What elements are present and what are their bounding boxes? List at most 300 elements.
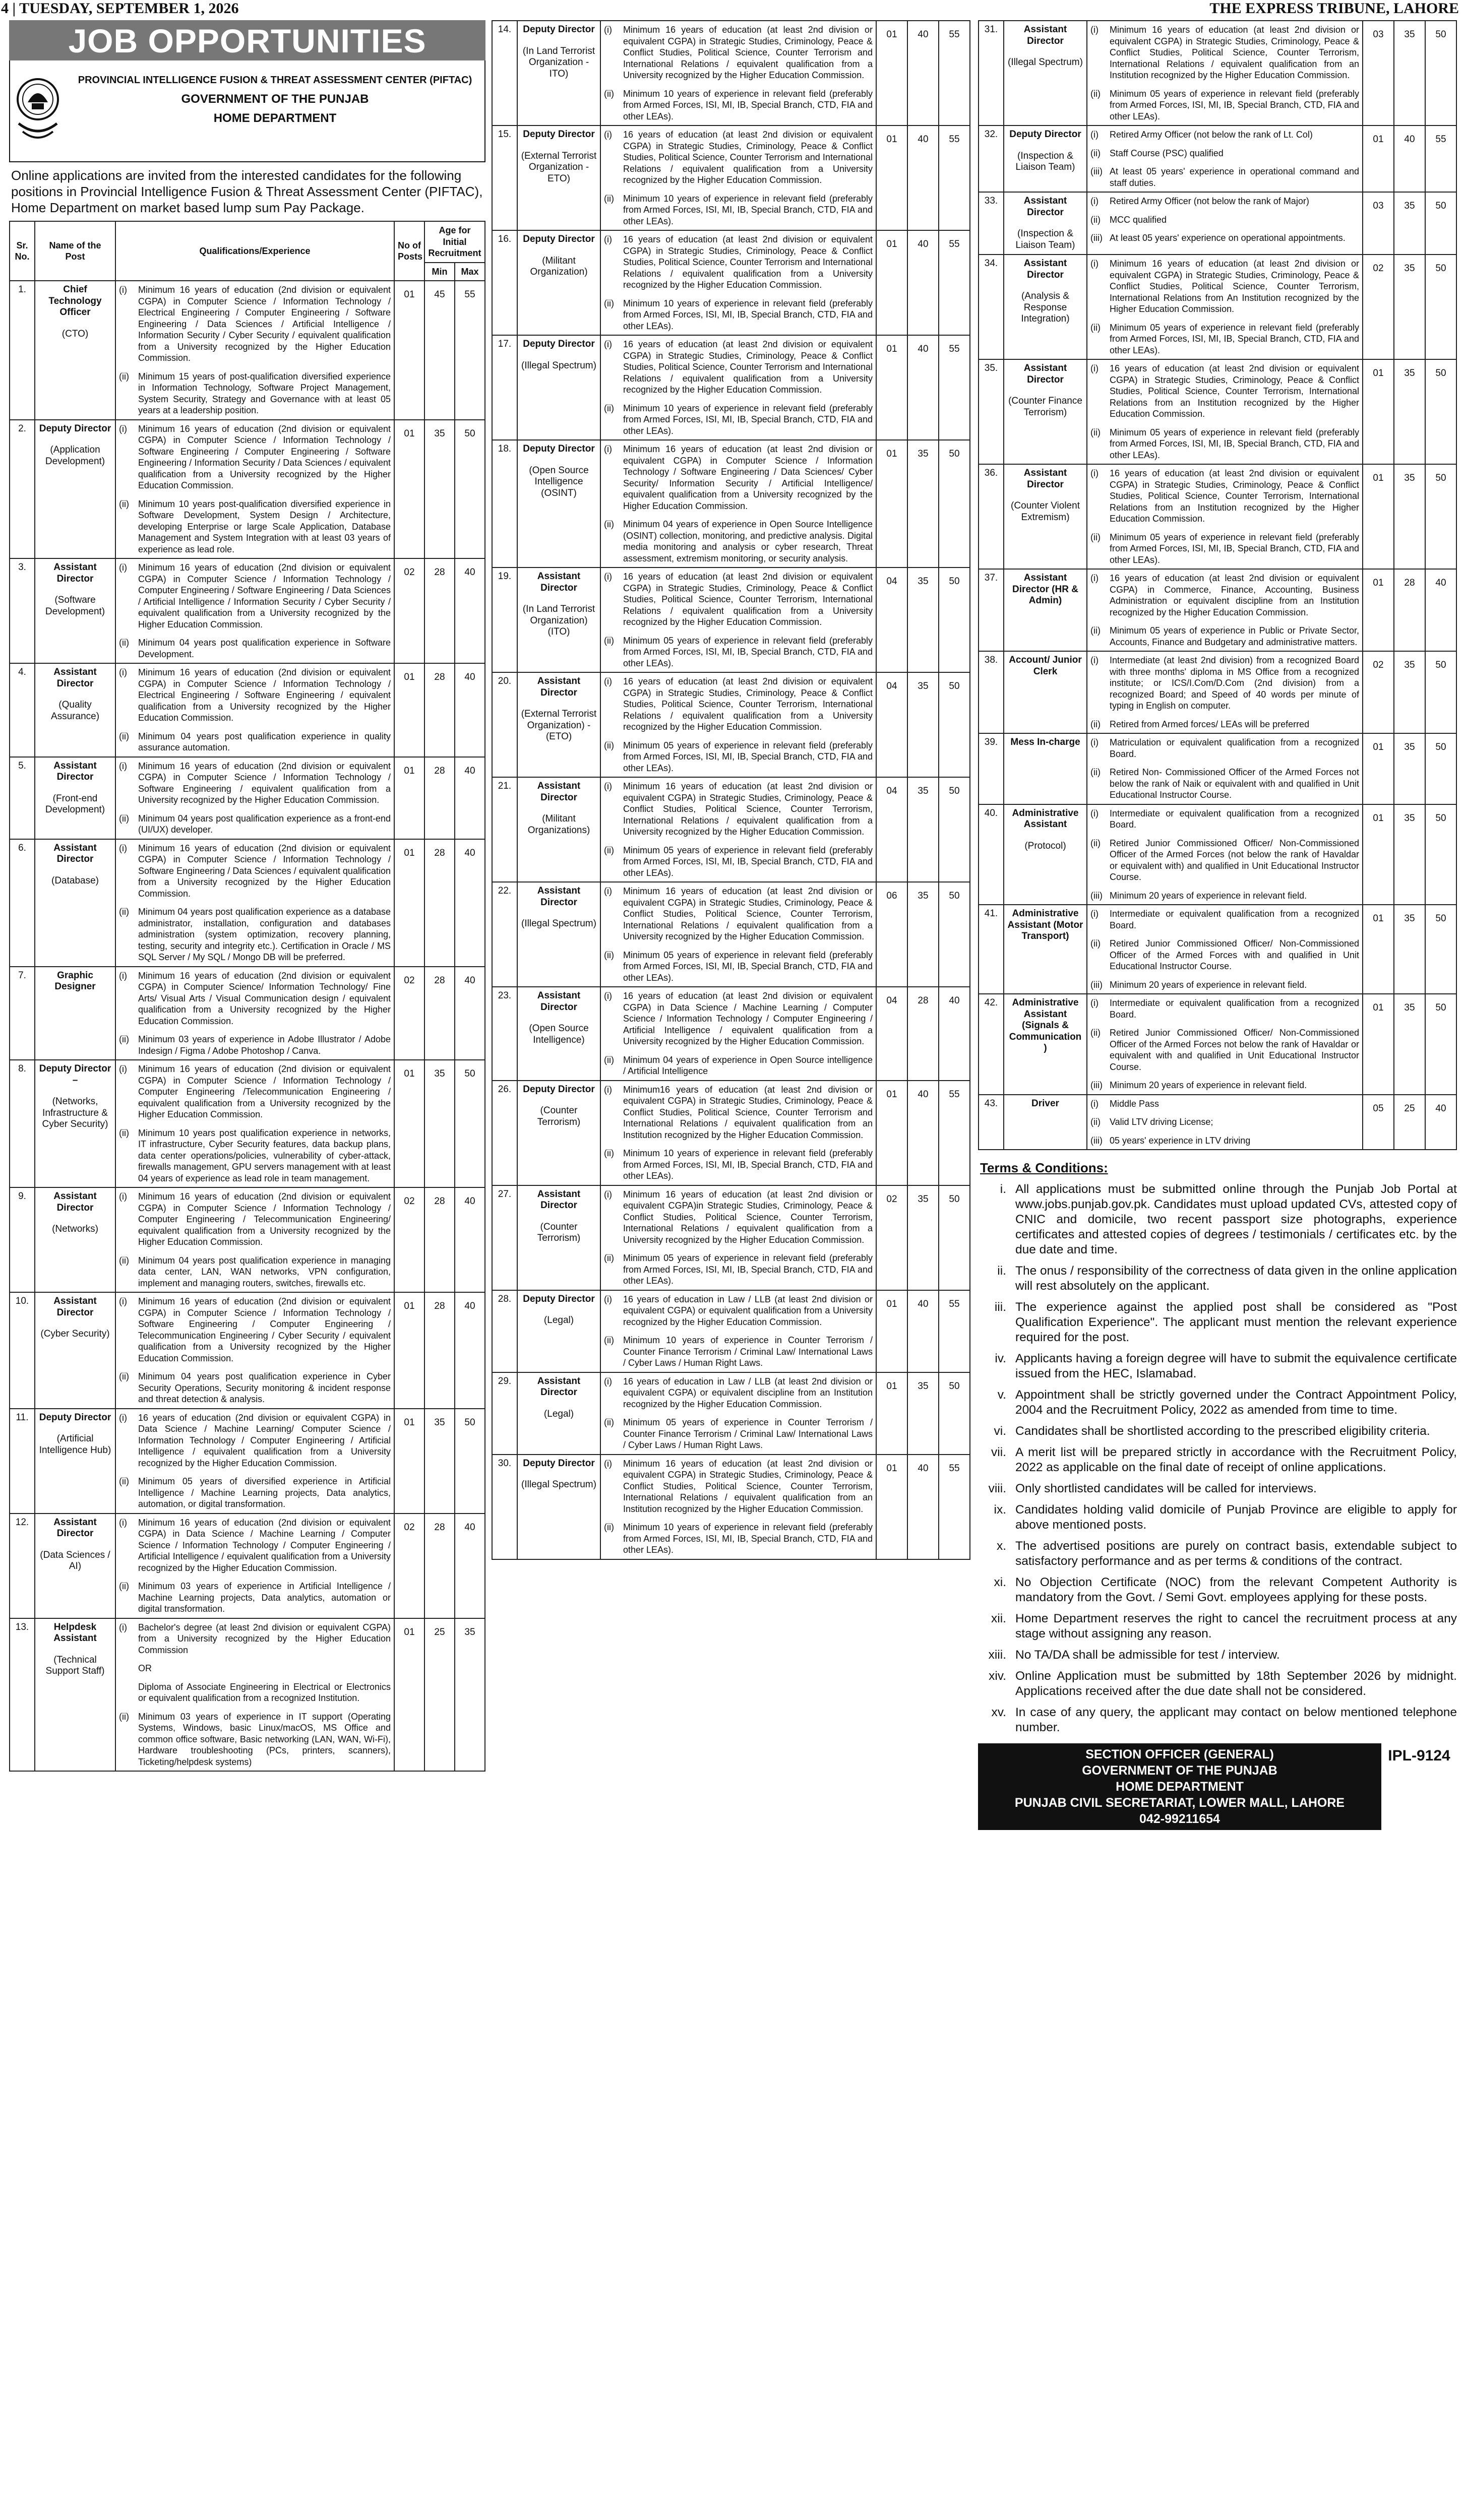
qualification-text: Minimum 16 years of education (2nd division or equivalent CGPA) in Computer Science / Information Technology / Electrical Engineering / Computer Engineering / Software Engineering / Data Sciences / Artificial Intelligence / Information Security / Cyber Security / equivalent qualification from a University recognized by the Higher Education Commission. xyxy=(138,285,391,363)
intro-text: Online applications are invited from the interested candidates for the following positions in Provincial Intelligence Fusion & Threat Assessment Center (PIFTAC), Home Department on market based lump sum Pay Package. xyxy=(11,168,483,215)
job-age-max: 50 xyxy=(939,568,970,672)
qualification-item xyxy=(119,1255,391,1289)
qualification-num: (i) xyxy=(1090,468,1099,478)
job-title: Account/ Junior Clerk xyxy=(1009,655,1082,677)
job-row xyxy=(10,967,485,1060)
job-qualifications xyxy=(1087,192,1363,255)
job-age-max: 50 xyxy=(939,672,970,777)
qualification-text: 16 years of education (at least 2nd division or equivalent CGPA) in Strategic Studies, Criminology, Peace & Conflict Studies, Political Science, Counter Terrorism, International Relations from an Institution recognized by the Higher Education Commission. xyxy=(1110,468,1359,524)
col-post: Name of the Post xyxy=(35,221,115,281)
job-qualifications xyxy=(1087,569,1363,651)
qualification-num: (iii) xyxy=(1090,1135,1103,1146)
job-qualifications xyxy=(1087,464,1363,569)
qualification-num: (ii) xyxy=(1090,88,1101,99)
jobs-table-3 xyxy=(978,20,1457,1150)
job-title: Assistant Director xyxy=(537,676,581,698)
job-subtitle: (Front-end Development) xyxy=(45,793,105,815)
qualification-item xyxy=(1090,1027,1359,1073)
qualification-num: (i) xyxy=(604,1376,612,1387)
job-age-max: 50 xyxy=(455,1409,485,1514)
qualification-num: (i) xyxy=(604,781,612,791)
qualification-num: (iii) xyxy=(1090,890,1103,901)
job-qualifications xyxy=(1087,994,1363,1095)
jobs-table-1 xyxy=(9,221,485,1772)
job-age-min: 35 xyxy=(1394,905,1425,994)
qualification-text: Minimum 10 years of experience in relevant field (preferably from Armed Forces, ISI, MI, IB, Special Branch, CTD, FIA and other LEAs). xyxy=(623,1522,873,1555)
qualification-num xyxy=(119,1663,138,1674)
job-sr: 4. xyxy=(10,663,35,757)
qualification-item xyxy=(604,234,873,291)
job-sr: 2. xyxy=(10,420,35,559)
job-age-max: 40 xyxy=(455,663,485,757)
job-qualifications xyxy=(115,1409,394,1514)
qualification-num: (i) xyxy=(604,339,612,349)
job-qualifications xyxy=(600,1081,876,1185)
term-num: x. xyxy=(996,1539,1006,1553)
qualification-item xyxy=(604,886,873,942)
signature-line: SECTION OFFICER (GENERAL) xyxy=(1085,1747,1274,1761)
term-text: All applications must be submitted online through the Punjab Job Portal at www.jobs.punjab.gov.pk. Candidates must upload updated CVs, attested copy of CNIC and domicile, two recent passport size photographs, experience certificates and attested copies of degrees / testimonials / certificates etc. by the due date and time. xyxy=(1015,1182,1457,1256)
term-item xyxy=(978,1264,1457,1294)
job-posts: 01 xyxy=(394,420,424,559)
qualification-text: 16 years of education (at least 2nd division or equivalent CGPA) in Data Science / Machine Learning / Computer Science / Information Technology / Computer Engineering / Artificial Intelligence / equivalent qualification from a University recognized by the Higher Education Commission. xyxy=(623,991,873,1046)
job-title: Assistant Director xyxy=(53,667,97,689)
qualification-num: (i) xyxy=(119,1296,127,1306)
term-item xyxy=(978,1705,1457,1735)
qualification-text: Minimum 04 years post qualification experience in quality assurance automation. xyxy=(138,731,391,752)
job-qualifications xyxy=(115,558,394,663)
job-qualifications xyxy=(115,663,394,757)
job-subtitle: (Militant Organizations) xyxy=(527,813,590,836)
qualification-item xyxy=(604,1417,873,1451)
job-subtitle: (Militant Organization) xyxy=(530,255,588,277)
qualification-text: At least 05 years' experience in operational command and staff duties. xyxy=(1110,166,1359,188)
job-age-min: 28 xyxy=(424,967,455,1060)
term-text: Online Application must be submitted by 18th September 2026 by midnight. Applications received after the due date shall not be considered. xyxy=(1015,1669,1457,1698)
qualification-item xyxy=(604,635,873,669)
job-subtitle: (Legal) xyxy=(543,1315,574,1326)
qualification-text: Minimum 04 years post qualification experience in Cyber Security Operations, Security monitoring & incident response and threat detection & analysis. xyxy=(138,1371,391,1404)
job-post xyxy=(1004,464,1087,569)
qualification-num: (i) xyxy=(604,1189,612,1200)
job-subtitle: (Illegal Spectrum) xyxy=(1008,57,1083,68)
qualification-num: (i) xyxy=(604,1294,612,1304)
term-item xyxy=(978,1669,1457,1699)
signature-line: 042-99211654 xyxy=(1139,1812,1220,1826)
job-sr: 26. xyxy=(492,1081,517,1185)
job-age-max: 50 xyxy=(1425,994,1456,1095)
term-text: Applicants having a foreign degree will have to submit the equivalence certificate issued from the HEC, Islamabad. xyxy=(1015,1352,1457,1380)
job-row xyxy=(492,882,970,987)
job-title: Deputy Director xyxy=(523,1084,595,1095)
job-sr: 37. xyxy=(979,569,1004,651)
qualification-text: Minimum 15 years of post-qualification diversified experience in Information Technology, Software Project Management, System Security, Strategy and Governance with at least 05 years at a leadership position. xyxy=(138,371,391,415)
qualification-item xyxy=(1090,573,1359,618)
term-text: A merit list will be prepared strictly in accordance with the Recruitment Policy, 2022 as applicable on the final date of receipt of online applications. xyxy=(1015,1445,1457,1474)
job-subtitle: (Cyber Security) xyxy=(40,1329,110,1339)
job-title: Deputy Director xyxy=(1009,129,1081,140)
job-post xyxy=(35,1514,115,1618)
qualification-item xyxy=(119,731,391,753)
qualification-text: Minimum 05 years of experience in relevant field (preferably from Armed Forces, ISI, MI, IB, Special Branch, CTD, FIA and other LEAs). xyxy=(623,845,873,878)
job-row xyxy=(492,672,970,777)
job-sr: 5. xyxy=(10,757,35,839)
qualification-item xyxy=(1090,166,1359,188)
qualification-text: OR xyxy=(138,1663,152,1673)
term-item xyxy=(978,1481,1457,1496)
job-age-min: 35 xyxy=(1394,359,1425,464)
job-posts: 01 xyxy=(394,1618,424,1772)
qualification-item xyxy=(1090,767,1359,801)
job-age-max: 55 xyxy=(939,21,970,125)
qualification-item xyxy=(1090,979,1359,991)
qualification-num: (ii) xyxy=(604,1054,614,1065)
qualification-text: Retired Army Officer (not below the rank of Major) xyxy=(1110,196,1309,206)
qualification-num: (ii) xyxy=(604,845,614,855)
qualification-num: (i) xyxy=(119,1622,127,1632)
job-age-min: 35 xyxy=(424,1060,455,1187)
job-qualifications xyxy=(600,1290,876,1372)
signature-block xyxy=(978,1743,1457,1830)
qualification-num: (ii) xyxy=(1090,838,1101,848)
qualification-item xyxy=(1090,908,1359,931)
qualification-item xyxy=(604,1084,873,1141)
qualification-item xyxy=(604,339,873,396)
qualification-item xyxy=(1090,808,1359,831)
qualification-num: (i) xyxy=(1090,196,1099,206)
job-sr: 17. xyxy=(492,335,517,440)
job-row xyxy=(492,1185,970,1290)
job-row xyxy=(10,281,485,420)
job-title: Assistant Director xyxy=(1023,258,1067,280)
job-row xyxy=(492,777,970,882)
qualification-item xyxy=(604,781,873,838)
term-num: xv. xyxy=(991,1706,1006,1719)
job-post xyxy=(1004,651,1087,733)
job-post xyxy=(35,1060,115,1187)
job-row xyxy=(492,1372,970,1455)
job-age-max: 50 xyxy=(1425,733,1456,804)
job-qualifications xyxy=(600,568,876,672)
term-text: No TA/DA shall be admissible for test / interview. xyxy=(1015,1648,1280,1662)
qualification-item xyxy=(1090,468,1359,525)
job-age-min: 35 xyxy=(1394,21,1425,125)
term-num: vi. xyxy=(994,1424,1006,1438)
col-age: Age for Initial Recruitment xyxy=(424,221,485,263)
job-row xyxy=(979,359,1456,464)
job-post xyxy=(35,1618,115,1772)
jobs-table-2-body xyxy=(492,21,970,1559)
job-post xyxy=(1004,21,1087,125)
job-age-max: 40 xyxy=(1425,569,1456,651)
qualification-text: Minimum16 years of education (at least 2nd division or equivalent CGPA) in Strategic Studies, Criminology, Peace & Conflict Studies, Political Science, Counter Terrorism and International Relations / equivalent qualification from an Institution recognized by the Higher Education Commission. xyxy=(623,1084,873,1140)
job-post xyxy=(517,21,600,125)
job-age-min: 45 xyxy=(424,281,455,420)
qualification-num: (i) xyxy=(604,1458,612,1469)
qualification-text: Minimum 05 years of experience in Public or Private Sector, Accounts, Finance and Budgetary and administrative matters. xyxy=(1110,625,1359,647)
jobs-table-1-body xyxy=(10,281,485,1771)
qualification-text: Minimum 05 years of experience in relevant field (preferably from Armed Forces, ISI, MI, IB, Special Branch, CTD, FIA and other LEAs). xyxy=(623,635,873,668)
job-sr: 7. xyxy=(10,967,35,1060)
job-age-min: 35 xyxy=(907,672,939,777)
job-post xyxy=(35,281,115,420)
qualification-item xyxy=(604,571,873,628)
qualification-item xyxy=(119,1622,391,1656)
qualification-text: Minimum 04 years post qualification experience in managing data center, LAN, WAN networks, VPN configuration, implement and managing routers, switches, firewalls etc. xyxy=(138,1255,391,1288)
job-age-max: 40 xyxy=(1425,1095,1456,1150)
qualification-item xyxy=(119,284,391,364)
dept-name: HOME DEPARTMENT xyxy=(213,111,337,125)
qualification-item xyxy=(119,1681,391,1704)
qualification-num: (i) xyxy=(119,761,127,771)
qualification-text: Minimum 04 years post qualification experience as a database administrator, installation, configuration and databases administration (system optimization, recovery planning, testing, security and integrity etc.). Certification in Oracle / MS SQL Server / My SQL / Mongo DB will be preferred. xyxy=(138,907,391,962)
qualification-item xyxy=(604,1054,873,1077)
job-row xyxy=(492,125,970,230)
qualification-text: Minimum 16 years of education (2nd division or equivalent CGPA) in Computer Science / Information Technology / Computer Engineering / Telecommunication Engineering/ equivalent qualification from a University recognized by the Higher Education Commission. xyxy=(138,1191,391,1247)
job-title: Assistant Director xyxy=(537,1375,581,1398)
job-sr: 13. xyxy=(10,1618,35,1772)
job-sr: 19. xyxy=(492,568,517,672)
job-title: Assistant Director (HR & Admin) xyxy=(1012,573,1078,606)
job-subtitle: (Counter Terrorism) xyxy=(537,1105,581,1127)
job-age-min: 28 xyxy=(907,987,939,1081)
job-subtitle: (Counter Finance Terrorism) xyxy=(1008,396,1082,418)
job-title: Assistant Director xyxy=(1023,196,1067,218)
qualification-num: (ii) xyxy=(1090,214,1101,225)
qualification-num: (i) xyxy=(119,1517,127,1528)
qualification-item xyxy=(119,1191,391,1248)
signature-line: GOVERNMENT OF THE PUNJAB xyxy=(1082,1763,1277,1778)
qualification-text: Retired Army Officer (not below the rank of Lt. Col) xyxy=(1110,130,1313,140)
qualification-num: (ii) xyxy=(604,298,614,308)
job-title: Deputy Director xyxy=(39,1412,111,1423)
job-subtitle: (Open Source Intelligence) xyxy=(529,1023,589,1045)
term-num: iii. xyxy=(994,1300,1006,1314)
job-subtitle: (Database) xyxy=(51,875,99,886)
punjab-seal-icon xyxy=(10,60,66,161)
job-subtitle: (Inspection & Liaison Team) xyxy=(1015,228,1075,250)
job-sr: 3. xyxy=(10,558,35,663)
job-subtitle: (Software Development) xyxy=(45,595,105,617)
qualification-text: 16 years of education (at least 2nd division or equivalent CGPA) in Strategic Studies, Criminology, Peace & Conflict Studies, Political Science, Counter Terrorism and International Relations / equivalent qualification from a University recognized by the Higher Education Commission. xyxy=(623,130,873,185)
job-posts: 01 xyxy=(876,125,907,230)
qualification-num: (i) xyxy=(1090,998,1099,1008)
job-title: Assistant Director xyxy=(1023,24,1067,46)
qualification-item xyxy=(604,1522,873,1556)
job-post xyxy=(517,777,600,882)
qualification-text: Retired Junior Commissioned Officer/ Non-Commissioned Officer of the Armed Forces with and qualified in Unit Educational Instructor Course. xyxy=(1110,938,1359,971)
qualification-item xyxy=(1090,997,1359,1020)
term-text: Appointment shall be strictly governed under the Contract Appointment Policy, 2004 and the Recruitment Policy, 2022 as amended from time to time. xyxy=(1015,1388,1457,1417)
job-age-min: 25 xyxy=(1394,1095,1425,1150)
qualification-item xyxy=(604,193,873,227)
term-text: Home Department reserves the right to cancel the recruitment process at any stage without assigning any reason. xyxy=(1015,1612,1457,1641)
col-max: Max xyxy=(455,263,485,281)
signature-line: PUNJAB CIVIL SECRETARIAT, LOWER MALL, LAHORE xyxy=(1014,1796,1345,1810)
job-subtitle: (CTO) xyxy=(62,328,89,339)
qualification-num: (i) xyxy=(604,991,612,1001)
qualification-num: (iii) xyxy=(1090,166,1103,176)
job-posts: 01 xyxy=(876,21,907,125)
job-posts: 01 xyxy=(1363,905,1394,994)
job-row xyxy=(979,905,1456,994)
qualification-item xyxy=(119,1371,391,1405)
job-sr: 12. xyxy=(10,1514,35,1618)
job-title: Deputy Director – xyxy=(39,1063,111,1086)
qualification-text: 16 years of education (at least 2nd division or equivalent CGPA) in Commerce, Finance, Accounting, Business Administration or equivalent discipline from an Institution recognized by the Higher Education Commission. xyxy=(1110,573,1359,617)
qualification-text: Minimum 04 years of experience in Open Source intelligence / Artificial Intelligence xyxy=(623,1054,873,1076)
qualification-item xyxy=(1090,322,1359,356)
term-num: ix. xyxy=(994,1503,1006,1517)
qualification-text: Minimum 16 years of education (2nd division or equivalent CGPA) in Computer Science / Information Technology / Software Engineering / Computer Engineering / Telecommunication Engineering / Cyber Security / equivalent qualification from a University recognized by the Higher Education Commission. xyxy=(138,1296,391,1363)
qualification-num: (ii) xyxy=(119,638,129,648)
job-posts: 01 xyxy=(876,335,907,440)
job-age-min: 28 xyxy=(424,663,455,757)
qualification-num: (i) xyxy=(1090,363,1099,373)
term-num: ii. xyxy=(997,1264,1006,1278)
job-title: Chief Technology Officer xyxy=(48,284,102,318)
job-age-max: 40 xyxy=(455,839,485,967)
qualification-text: 16 years of education in Law / LLB (at least 2nd division or equivalent CGPA) or equivalent discipline from an Institution recognized by the Higher Education Commission. xyxy=(623,1376,873,1409)
qualification-text: Minimum 03 years of experience in IT support (Operating Systems, Windows, basic Linux/macOS, MS Office and common office software, Basic networking (LAN, WAN, Wi-Fi), Hardware troubleshooting (PCs, printers, scanners), Ticketing/helpdesk systems) xyxy=(138,1711,391,1767)
qualification-num: (i) xyxy=(1090,130,1099,140)
qualification-item xyxy=(1090,214,1359,226)
qualification-item xyxy=(119,1034,391,1056)
job-posts: 01 xyxy=(876,440,907,568)
qualification-num: (ii) xyxy=(119,1127,129,1138)
qualification-text: Minimum 05 years of experience in relevant field (preferably from Armed Forces, ISI, MI, IB, Special Branch, CTD, FIA and other LEAs). xyxy=(1110,88,1359,121)
qualification-item xyxy=(604,740,873,774)
job-qualifications xyxy=(115,757,394,839)
qualification-text: Minimum 04 years post qualification experience as a front-end (UI/UX) developer. xyxy=(138,813,391,835)
qualification-item xyxy=(119,1517,391,1574)
qualification-num: (iii) xyxy=(1090,233,1103,243)
qualification-text: Minimum 20 years of experience in relevant field. xyxy=(1110,979,1307,990)
job-title: Assistant Director xyxy=(537,571,581,593)
term-text: The advertised positions are purely on contract basis, extendable subject to satisfactory performance and as per terms & conditions of the contract. xyxy=(1015,1539,1457,1568)
job-row xyxy=(492,1455,970,1559)
qualification-text: 16 years of education in Law / LLB (at least 2nd division or equivalent CGPA) or equivalent qualification from a University recognized by the Higher Education Commission. xyxy=(623,1294,873,1327)
job-qualifications xyxy=(1087,255,1363,359)
qualification-num: (i) xyxy=(604,676,612,686)
job-subtitle: (Application Development) xyxy=(45,445,105,467)
qualification-item xyxy=(604,519,873,564)
job-subtitle: (In Land Terrorist Organization) (ITO) xyxy=(522,604,595,637)
job-qualifications xyxy=(115,420,394,559)
qualification-item xyxy=(119,843,391,900)
qualification-text: Minimum 05 years of experience in relevant field (preferably from Armed Forces, ISI, MI, IB, Special Branch, CTD, FIA and other LEAs). xyxy=(623,740,873,773)
job-age-max: 40 xyxy=(939,987,970,1081)
job-subtitle: (Analysis & Response Integration) xyxy=(1021,291,1070,324)
qualification-item xyxy=(1090,196,1359,207)
job-sr: 27. xyxy=(492,1185,517,1290)
page-date: 4 | TUESDAY, SEPTEMBER 1, 2026 xyxy=(1,0,239,17)
qualification-num: (i) xyxy=(1090,1098,1099,1109)
job-qualifications xyxy=(1087,804,1363,905)
qualification-text: Minimum 20 years of experience in relevant field. xyxy=(1110,1080,1307,1090)
job-subtitle: (External Terrorist Organization - ETO) xyxy=(521,150,597,184)
qualification-text: Retired Junior Commissioned Officer/ Non-Commissioned Officer of the Armed Forces not below the rank of Havaldar or equivalent with and qualified in Unit Educational Instructor Course. xyxy=(1110,1028,1359,1072)
job-age-max: 50 xyxy=(1425,905,1456,994)
column-3 xyxy=(978,20,1457,1830)
job-row xyxy=(979,125,1456,192)
qualification-text: Minimum 16 years of education (at least 2nd division or equivalent CGPA) in Strategic Studies, Criminology, Peace & Conflict Studies, Political Science, Counter Terrorism, International Relations / equivalent qualification from a University recognized by the Higher Education Commission. xyxy=(623,886,873,941)
job-post xyxy=(1004,804,1087,905)
terms-heading: Terms & Conditions: xyxy=(980,1160,1108,1175)
job-title: Administrative Assistant (Motor Transport) xyxy=(1007,908,1083,941)
qualification-text: Minimum 10 years of experience in relevant field (preferably from Armed Forces, ISI, MI, IB, Special Branch, CTD, FIA and other LEAs). xyxy=(623,403,873,436)
qualification-item xyxy=(119,1476,391,1510)
job-subtitle: (External Terrorist Organization) - (ETO) xyxy=(521,709,597,742)
qualification-text: Intermediate or equivalent qualification from a recognized Board. xyxy=(1110,909,1359,930)
qualification-text: Middle Pass xyxy=(1110,1098,1160,1109)
qualification-text: Minimum 16 years of education (2nd division or equivalent CGPA) in Computer Science / Information Technology / Software Engineering / Data Sciences / equivalent qualification from a University recognized by the Higher Education Commission. xyxy=(138,843,391,899)
job-title: Assistant Director xyxy=(1023,468,1067,490)
qualification-num: (i) xyxy=(119,843,127,853)
job-age-min: 28 xyxy=(424,1514,455,1618)
col-qual: Qualifications/Experience xyxy=(115,221,394,281)
job-title: Helpdesk Assistant xyxy=(53,1621,97,1644)
qualification-item xyxy=(119,1663,391,1674)
qualification-item xyxy=(1090,655,1359,712)
job-posts: 01 xyxy=(1363,804,1394,905)
job-posts: 01 xyxy=(394,663,424,757)
qualification-item xyxy=(1090,625,1359,648)
job-age-max: 55 xyxy=(939,1081,970,1185)
qualification-num: (i) xyxy=(1090,259,1099,269)
job-age-min: 35 xyxy=(1394,192,1425,255)
job-sr: 40. xyxy=(979,804,1004,905)
job-age-min: 40 xyxy=(907,1290,939,1372)
job-posts: 04 xyxy=(876,672,907,777)
job-age-max: 50 xyxy=(1425,804,1456,905)
job-posts: 02 xyxy=(1363,651,1394,733)
qualification-text: Minimum 05 years of experience in relevant field (preferably from Armed Forces, ISI, MI, IB, Special Branch, CTD, FIA and other LEAs). xyxy=(623,950,873,983)
term-text: No Objection Certificate (NOC) from the relevant Competent Authority is mandatory from the Govt. / Semi Govt. employees applying for these posts. xyxy=(1015,1576,1457,1604)
job-age-min: 28 xyxy=(424,558,455,663)
job-subtitle: (Illegal Spectrum) xyxy=(521,360,596,371)
qualification-num: (ii) xyxy=(604,193,614,204)
job-post xyxy=(517,1185,600,1290)
job-row xyxy=(10,1060,485,1187)
job-row xyxy=(10,839,485,967)
job-qualifications xyxy=(600,882,876,987)
qualification-item xyxy=(119,1581,391,1615)
job-age-min: 35 xyxy=(907,777,939,882)
job-posts: 01 xyxy=(876,1290,907,1372)
qualification-text: Minimum 10 years of experience in relevant field (preferably from Armed Forces, ISI, MI, IB, Special Branch, CTD, FIA and other LEAs). xyxy=(623,1148,873,1181)
job-qualifications xyxy=(600,125,876,230)
qualification-text: Minimum 16 years of education (2nd division or equivalent CGPA) in Computer Science / Information Technology / Software Engineering / Computer Engineering / Software Engineering / Information Security / Data Sciences / equivalent qualification from a University recognized by the Higher Education Commission. xyxy=(138,423,391,490)
job-age-max: 50 xyxy=(1425,359,1456,464)
job-age-max: 50 xyxy=(939,777,970,882)
job-subtitle: (Data Sciences / AI) xyxy=(40,1549,110,1571)
term-item xyxy=(978,1575,1457,1605)
job-age-min: 35 xyxy=(1394,464,1425,569)
job-posts: 01 xyxy=(394,1409,424,1514)
job-posts: 02 xyxy=(1363,255,1394,359)
job-title: Deputy Director xyxy=(39,423,111,434)
qualification-item xyxy=(1090,1098,1359,1110)
qualification-num xyxy=(119,1681,138,1704)
qualification-text: 16 years of education (at least 2nd division or equivalent CGPA) in Strategic Studies, Criminology, Peace & Conflict Studies, Political Science, Counter Terrorism, International Relations / equivalent qualification from a University recognized by the Higher Education Commission. xyxy=(623,676,873,732)
job-qualifications xyxy=(1087,905,1363,994)
qualification-text: Intermediate (at least 2nd division) from a recognized Board with three months' diploma in MS Office from a recognized institute; or ICS/I.Com/D.Com (2nd division) from a recognized Board; and Speed of 40 words per minute of typing in English on computer. xyxy=(1110,655,1359,711)
job-title: Assistant Director xyxy=(53,760,97,782)
qualification-num: (i) xyxy=(119,970,127,981)
job-qualifications xyxy=(600,777,876,882)
job-posts: 01 xyxy=(876,1081,907,1185)
